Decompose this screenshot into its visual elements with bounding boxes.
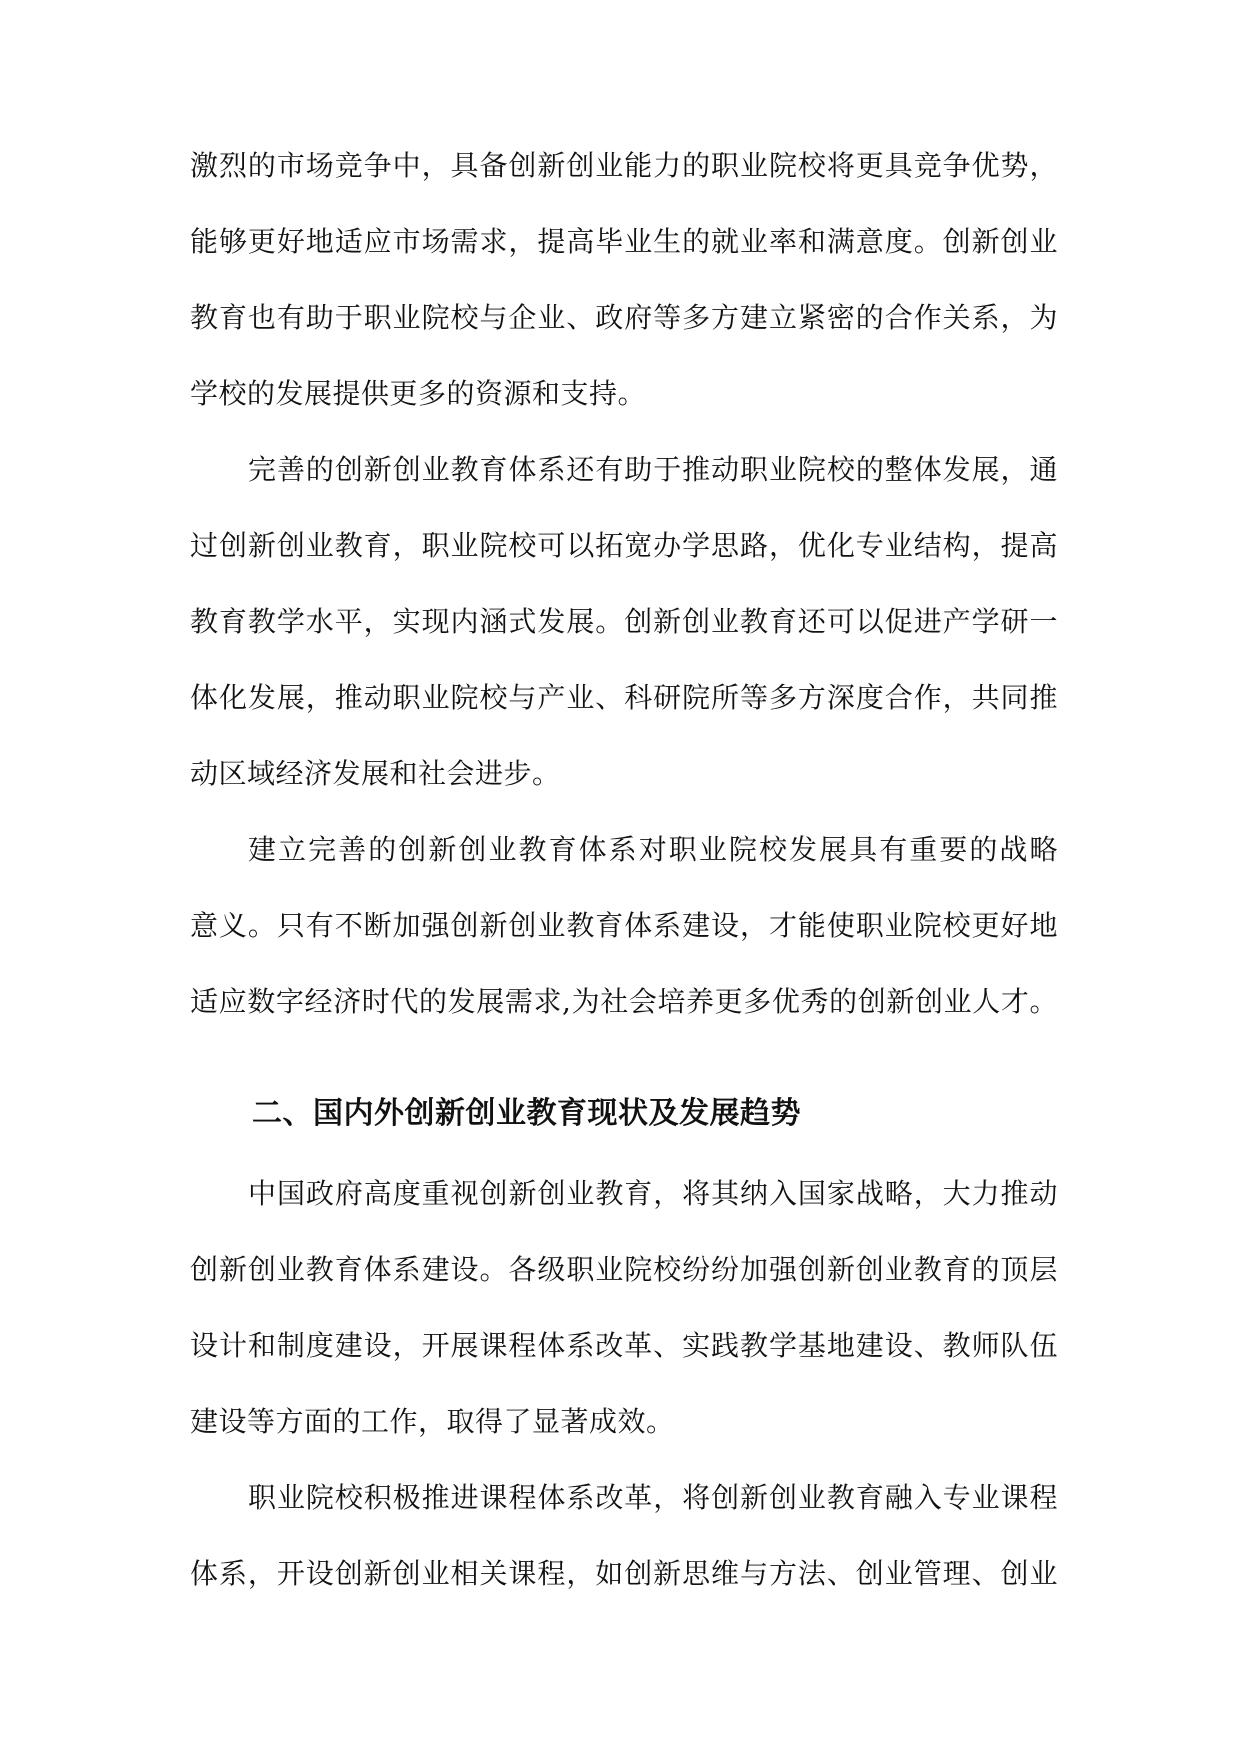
text-line: 意义。只有不断加强创新创业教育体系建设，才能使职业院校更好地	[190, 909, 1058, 942]
text-line: 适应数字经济时代的发展需求,为社会培养更多优秀的创新创业人才。	[190, 985, 1058, 1018]
paragraph	[190, 1156, 1058, 1460]
text-line: 职业院校积极推进课程体系改革，将创新创业教育融入专业课程	[248, 1481, 1058, 1514]
text-line: 过创新创业教育，职业院校可以拓宽办学思路，优化专业结构，提高	[190, 529, 1058, 562]
paragraph	[190, 432, 1058, 812]
text-line: 建立完善的创新创业教育体系对职业院校发展具有重要的战略	[248, 833, 1058, 866]
text-line: 动区域经济发展和社会进步。	[190, 757, 561, 790]
text-line: 完善的创新创业教育体系还有助于推动职业院校的整体发展，通	[248, 453, 1058, 486]
text-line: 体系，开设创新创业相关课程，如创新思维与方法、创业管理、创业	[190, 1557, 1058, 1590]
text-line: 设计和制度建设，开展课程体系改革、实践教学基地建设、教师队伍	[190, 1329, 1058, 1362]
text-line: 学校的发展提供更多的资源和支持。	[190, 377, 647, 410]
text-line: 中国政府高度重视创新创业教育，将其纳入国家战略，大力推动	[248, 1177, 1058, 1210]
text-line: 激烈的市场竞争中，具备创新创业能力的职业院校将更具竞争优势，	[190, 149, 1058, 182]
section-heading: 二、国内外创新创业教育现状及发展趋势	[252, 1096, 801, 1131]
paragraph	[190, 812, 1058, 1040]
text-line: 建设等方面的工作，取得了显著成效。	[190, 1405, 675, 1438]
text-line: 能够更好地适应市场需求，提高毕业生的就业率和满意度。创新创业	[190, 225, 1058, 258]
text-line: 体化发展，推动职业院校与产业、科研院所等多方深度合作，共同推	[190, 681, 1058, 714]
text-line: 教育教学水平，实现内涵式发展。创新创业教育还可以促进产学研一	[190, 605, 1058, 638]
paragraph	[190, 1460, 1058, 1612]
document-body	[190, 128, 1058, 1612]
paragraph	[190, 128, 1058, 432]
text-line: 创新创业教育体系建设。各级职业院校纷纷加强创新创业教育的顶层	[190, 1253, 1058, 1286]
text-line: 教育也有助于职业院校与企业、政府等多方建立紧密的合作关系，为	[190, 301, 1058, 334]
